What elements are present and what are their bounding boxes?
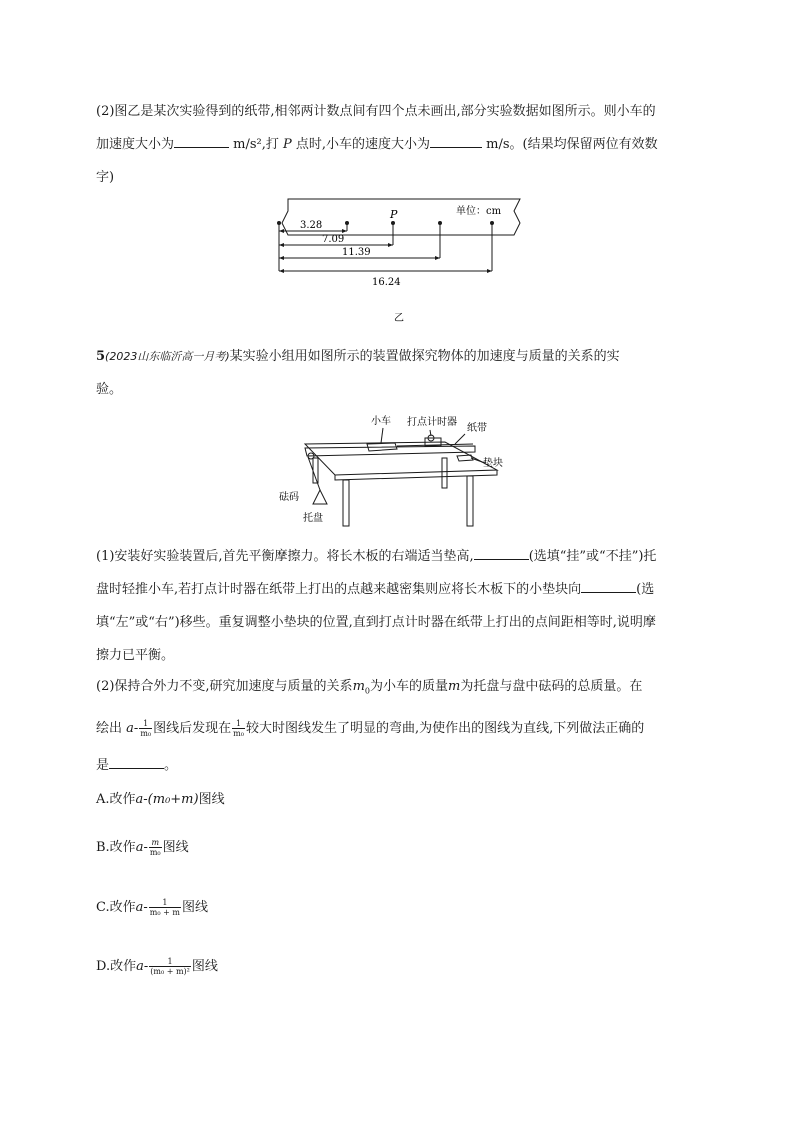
answer-blank-direction[interactable] <box>581 578 636 593</box>
q4-part2-line3: 字) <box>96 170 115 185</box>
tape-dot-4 <box>438 221 442 225</box>
q4-part2-line2: 加速度大小为 m/s²,打 P 点时,小车的速度大小为 m/s。(结果均保留两位有效数 <box>96 128 706 161</box>
tape-dot-1 <box>277 221 281 225</box>
paper-tape-figure <box>270 193 530 323</box>
q5-part2: (2)保持合外力不变,研究加速度与质量的关系$m_0$为小车的质量m为托盘与盘中砝码的总质量。在 绘出 a- $\frac{1}{\text{m₀}}$ 图线后发现在 $\frac{1}{\text{m₀}}$ 较大时图线发生了明显的弯曲,为使作出的图线为直线,下列做法正确的 是 。 <box>96 679 645 773</box>
tape-label: 纸带 <box>467 423 487 434</box>
tape-figure-caption: 乙 <box>394 313 404 323</box>
distance-label-2: 7.09 <box>322 234 345 245</box>
distance-label-3: 11.39 <box>342 247 371 258</box>
tray-label: 托盘 <box>303 513 323 524</box>
answer-blank-acceleration[interactable] <box>174 133 229 148</box>
q5-stem: 5(2023山东临沂高一月考)某实验小组用如图所示的装置做探究物体的加速度与质量的关系的实 验。 <box>96 349 620 397</box>
answer-blank-velocity[interactable] <box>430 133 482 148</box>
q4-part2 <box>96 95 706 194</box>
q5-part1: (1)安装好实验装置后,首先平衡摩擦力。将长木板的右端适当垫高, (选填“挂”或“不挂”)托 盘时轻推小车,若打点计时器在纸带上打出的点越来越密集则应将长木板下的小垫块向 (选 填“左”或“右”)移些。重复调整小垫块的位置,直到打点计时器在纸带上打出的点间距相等时,说明摩 擦力已平衡。 <box>96 540 706 672</box>
apparatus-figure <box>275 408 505 530</box>
q4-part2-line1: (2)图乙是某次实验得到的纸带,相邻两计数点间有四个点未画出,部分实验数据如图所示。则小车的 <box>96 104 656 119</box>
tape-unit-label: 单位：cm <box>456 206 502 217</box>
option-d[interactable]: D.改作a- $\frac{1}{\text{(m₀ + m)²}}$ 图线 <box>96 957 218 976</box>
timer-label: 打点计时器 <box>407 417 457 428</box>
answer-blank-hang[interactable] <box>474 545 529 560</box>
option-c[interactable]: C.改作a- $\frac{1}{\text{m₀ + m}}$ 图线 <box>96 898 208 917</box>
tape-dot-p <box>391 221 395 225</box>
weights-label: 砝码 <box>279 492 299 503</box>
car-label: 小车 <box>371 416 391 427</box>
question-number: 5 <box>96 349 106 364</box>
tape-point-label: P <box>390 208 398 221</box>
answer-blank-choice[interactable] <box>109 754 164 769</box>
distance-label-4: 16.24 <box>372 277 401 288</box>
tape-dot-2 <box>345 221 349 225</box>
block-label: 垫块 <box>483 458 503 469</box>
option-a[interactable]: A.改作a-(m₀+m)图线 <box>96 792 225 807</box>
distance-label-1: 3.28 <box>300 220 323 231</box>
fraction-one-over-m0-2: $\frac{1}{\text{m₀}}$ <box>233 718 244 738</box>
fraction-one-over-m0: $\frac{1}{\text{m₀}}$ <box>140 718 152 738</box>
option-b[interactable]: B.改作a- $\frac{m}{\text{m₀}}$ 图线 <box>96 838 189 857</box>
question-source: (2023山东临沂高一月考) <box>105 350 230 363</box>
tape-dot-5 <box>490 221 494 225</box>
